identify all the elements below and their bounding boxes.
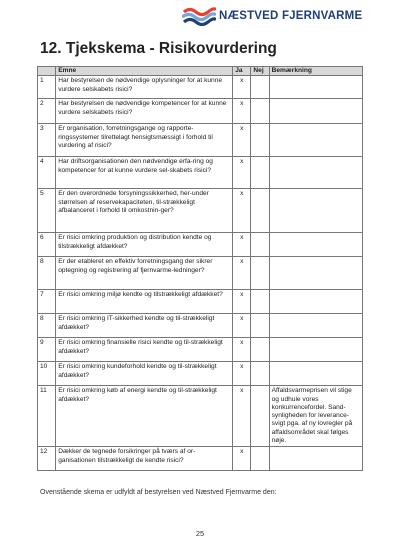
row-remark (269, 76, 362, 99)
row-ja: x (233, 76, 251, 99)
table-row (38, 290, 363, 314)
row-number: 8 (38, 314, 56, 338)
header-bemaerkning: Bemærkning (269, 67, 362, 76)
row-number: 1 (38, 76, 56, 99)
row-number: 10 (38, 362, 56, 386)
table-row (38, 124, 363, 157)
row-remark (269, 124, 362, 157)
row-ja: x (233, 386, 251, 447)
table-row (38, 314, 363, 338)
row-number: 6 (38, 233, 56, 257)
row-ja: x (233, 447, 251, 471)
row-nej (251, 290, 269, 314)
table-row (38, 233, 363, 257)
row-nej (251, 447, 269, 471)
row-remark (269, 362, 362, 386)
row-nej (251, 157, 269, 189)
row-ja: x (233, 189, 251, 233)
row-remark (269, 157, 362, 189)
row-nej (251, 99, 269, 124)
row-nej (251, 76, 269, 99)
row-topic: Er risici omkring kundeforhold kendte og til-strækkeligt afdækket? (56, 362, 233, 386)
table-body (38, 76, 363, 471)
row-number: 5 (38, 189, 56, 233)
row-topic: Er der etableret en effektiv forretningsgang der sikrer optegning og registrering af fjernvarme-ledninger? (56, 257, 233, 290)
row-topic: Er risici omkring IT-sikkerhed kendte og til-strækkeligt afdækket? (56, 314, 233, 338)
row-number: 7 (38, 290, 56, 314)
row-ja: x (233, 124, 251, 157)
row-number: 2 (38, 99, 56, 124)
header-nej: Nej (251, 67, 269, 76)
row-number: 3 (38, 124, 56, 157)
row-ja: x (233, 157, 251, 189)
header-number (38, 67, 56, 76)
row-ja: x (233, 314, 251, 338)
table-row (38, 386, 363, 447)
row-topic: Dækker de tegnede forsikringer på tværs af or-ganisationen tilstrækkeligt de kendte risici? (56, 447, 233, 471)
table-row (38, 157, 363, 189)
row-topic: Er risici omkring miljø kendte og tilstrækkeligt afdækket? (56, 290, 233, 314)
row-topic: Er risici omkring finansielle risici kendte og til-strækkeligt afdækket? (56, 338, 233, 362)
row-topic: Har bestyrelsen de nødvendige oplysninger for at kunne vurdere selskabets risici? (56, 76, 233, 99)
row-nej (251, 124, 269, 157)
row-number: 11 (38, 386, 56, 447)
row-remark (269, 189, 362, 233)
row-number: 12 (38, 447, 56, 471)
row-nej (251, 257, 269, 290)
logo-text: NÆSTVED FJERNVARME (219, 10, 363, 22)
row-remark (269, 447, 362, 471)
page-number: 25 (195, 529, 205, 538)
row-ja: x (233, 290, 251, 314)
risk-checklist-table (37, 66, 363, 471)
row-nej (251, 338, 269, 362)
row-remark (269, 257, 362, 290)
table-row (38, 338, 363, 362)
table-header-row (38, 67, 363, 76)
table-row (38, 189, 363, 233)
header-emne: Emne (56, 67, 233, 76)
row-ja: x (233, 257, 251, 290)
footer-statement: Ovenstående skema er udfyldt af bestyrelsen ved Næstved Fjernvarme den: (40, 489, 277, 496)
row-remark (269, 290, 362, 314)
row-nej (251, 362, 269, 386)
row-remark: Affaldsvarmeprisen vil stige og udhule vores konkurrencefordel. Sand-synligheden for leverance-svigt pga. af ny lovregler på affaldsområdet skal følges nøje. (269, 386, 362, 447)
row-ja: x (233, 99, 251, 124)
company-logo (182, 6, 362, 26)
row-nej (251, 233, 269, 257)
table-row (38, 257, 363, 290)
row-ja: x (233, 338, 251, 362)
row-nej (251, 314, 269, 338)
row-nej (251, 386, 269, 447)
row-remark (269, 314, 362, 338)
header-ja: Ja (233, 67, 251, 76)
row-topic: Har bestyrelsen de nødvendige kompetencer for at kunne vurdere selskabets risici? (56, 99, 233, 124)
row-topic: Er risici omkring køb af energi kendte og til-strækkeligt afdækket? (56, 386, 233, 447)
row-ja: x (233, 233, 251, 257)
page-title: 12. Tjekskema - Risikovurdering (40, 40, 277, 57)
table-row (38, 99, 363, 124)
row-remark (269, 338, 362, 362)
row-number: 8 (38, 257, 56, 290)
row-ja: x (233, 362, 251, 386)
row-nej (251, 189, 269, 233)
table-row (38, 362, 363, 386)
row-number: 4 (38, 157, 56, 189)
row-topic: Er organisation, forretningsgange og rapporte-ringssystemer tilrettelagt hensigtsmæssigt i forhold til vurdering af risici? (56, 124, 233, 157)
row-remark (269, 233, 362, 257)
table-row (38, 447, 363, 471)
row-topic: Er risici omkring produktion og distribution kendte og tilstrækkeligt afdækket? (56, 233, 233, 257)
row-number: 9 (38, 338, 56, 362)
row-remark (269, 99, 362, 124)
row-topic: Har driftsorganisationen den nødvendige erfa-ring og kompetencer for at kunne vurdere sel-skabets risici? (56, 157, 233, 189)
row-topic: Er den overordnede forsyningssikkerhed, her-under størrelsen af reservekapaciteten, til-strækkeligt afbalanceret i forhold til omkostnin-ger? (56, 189, 233, 233)
table-row (38, 76, 363, 99)
logo-mark-icon (182, 6, 216, 26)
